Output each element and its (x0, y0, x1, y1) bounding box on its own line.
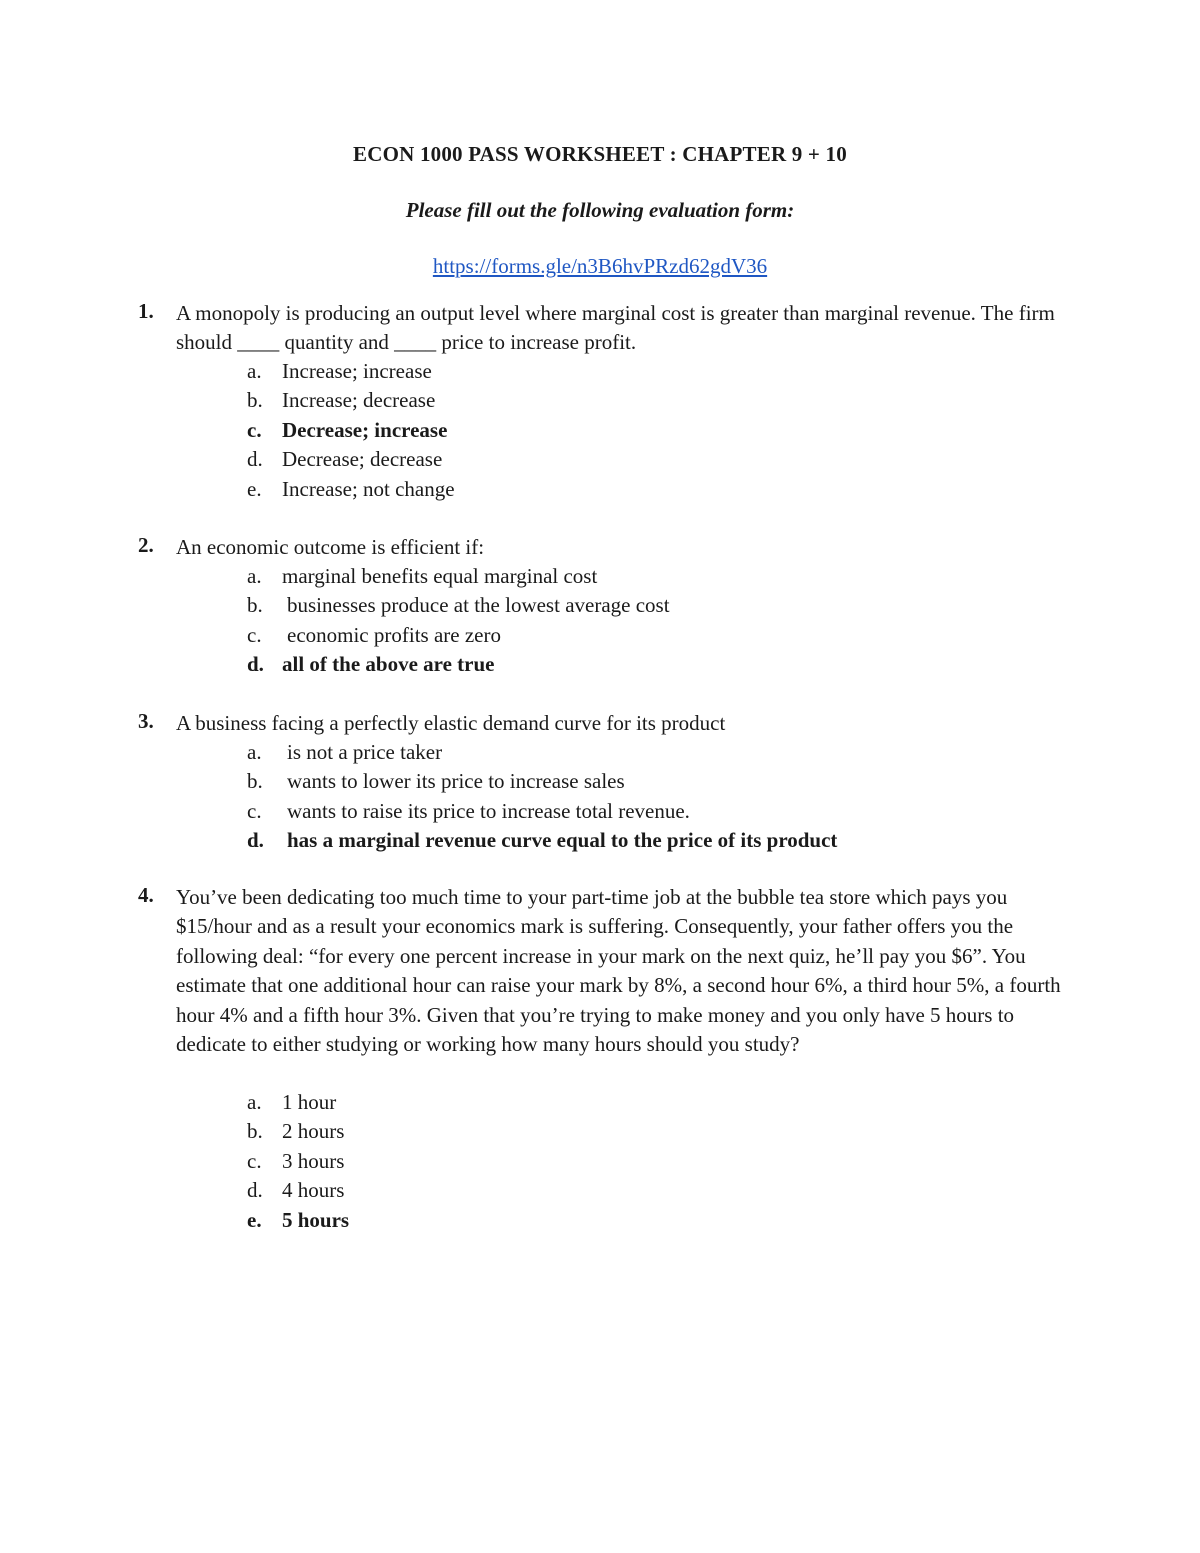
question-number: 3. (138, 709, 154, 733)
option-text: 5 hours (282, 1207, 350, 1232)
option-text: businesses produce at the lowest average cost (287, 593, 670, 618)
option-a (0, 357, 1200, 386)
option-text: 3 hours (282, 1148, 345, 1173)
option-letter: b. (247, 769, 263, 794)
option-text: wants to raise its price to increase total revenue. (287, 798, 690, 823)
option-d (0, 1176, 1200, 1205)
option-e (0, 475, 1200, 504)
question-number: 4. (138, 883, 154, 907)
option-letter: e. (247, 1207, 262, 1232)
question-text: You’ve been dedicating too much time to your part-time job at the bubble tea store which pays you $15/hour and as a result your economics mark is suffering. Consequently, your father offers you the following deal: “for every one percent increase in your mark on the next quiz, he’ll pay you $6”. You estimate that one additional hour can raise your mark by 8%, a second hour 6%, a third hour 5%, a fourth hour 4% and a fifth hour 3%. Given that you’re trying to make money and you only have 5 hours to dedicate to either studying or working how many hours should you study? (176, 885, 1061, 1057)
option-c (0, 797, 1200, 826)
option-letter: a. (247, 1090, 262, 1114)
option-text: Increase; not change (282, 476, 455, 501)
option-letter: d. (247, 1178, 263, 1203)
option-a (0, 738, 1200, 767)
option-letter: b. (247, 388, 263, 413)
option-letter: a. (247, 740, 262, 764)
question-4-options (0, 1088, 1200, 1235)
option-text: marginal benefits equal marginal cost (282, 564, 598, 588)
option-d (0, 445, 1200, 474)
option-letter: e. (247, 476, 262, 501)
question-text: An economic outcome is efficient if: (176, 535, 485, 559)
option-text: economic profits are zero (287, 622, 501, 647)
option-letter: b. (247, 1119, 263, 1144)
option-text: Increase; decrease (282, 388, 436, 413)
option-text: is not a price taker (287, 740, 443, 764)
option-letter: a. (247, 564, 262, 588)
option-c (0, 1147, 1200, 1176)
question-number: 2. (138, 533, 154, 557)
link-line (0, 254, 1200, 279)
option-text: wants to lower its price to increase sales (287, 769, 625, 794)
option-text: 1 hour (282, 1090, 337, 1114)
evaluation-form-link[interactable]: https://forms.gle/n3B6hvPRzd62gdV36 (432, 254, 768, 278)
option-a (0, 562, 1200, 591)
option-b (0, 591, 1200, 620)
option-letter: c. (247, 1148, 262, 1173)
question-text: A monopoly is producing an output level where marginal cost is greater than marginal revenue. The firm should ____ quantity and ____ price to increase profit. (176, 301, 1055, 355)
page-title: ECON 1000 PASS WORKSHEET : CHAPTER 9 + 10 (353, 142, 847, 166)
option-b (0, 1117, 1200, 1146)
option-c-answer (0, 416, 1200, 445)
option-b (0, 767, 1200, 796)
option-e-answer (0, 1206, 1200, 1235)
option-d-answer (0, 650, 1200, 679)
option-b (0, 386, 1200, 415)
option-text: all of the above are true (282, 652, 495, 677)
option-text: 2 hours (282, 1119, 345, 1144)
option-text: 4 hours (282, 1178, 345, 1203)
option-text: Decrease; decrease (282, 447, 443, 472)
question-1-options (0, 357, 1200, 504)
option-text: Decrease; increase (282, 417, 448, 442)
option-text: Increase; increase (282, 359, 432, 383)
option-a (0, 1088, 1200, 1117)
option-text: has a marginal revenue curve equal to the price of its product (287, 828, 838, 853)
question-2-options (0, 562, 1200, 680)
evaluation-prompt: Please fill out the following evaluation form: (405, 198, 795, 222)
option-letter: c. (247, 798, 262, 823)
option-c (0, 621, 1200, 650)
option-letter: b. (247, 593, 263, 618)
option-letter: c. (247, 622, 262, 647)
question-text: A business facing a perfectly elastic demand curve for its product (176, 711, 726, 735)
option-letter: d. (247, 447, 263, 472)
question-number: 1. (138, 299, 154, 323)
option-letter: d. (247, 652, 264, 677)
option-letter: c. (247, 417, 262, 442)
option-letter: d. (247, 828, 264, 853)
option-letter: a. (247, 359, 262, 383)
option-d-answer (0, 826, 1200, 855)
question-3-options (0, 738, 1200, 856)
